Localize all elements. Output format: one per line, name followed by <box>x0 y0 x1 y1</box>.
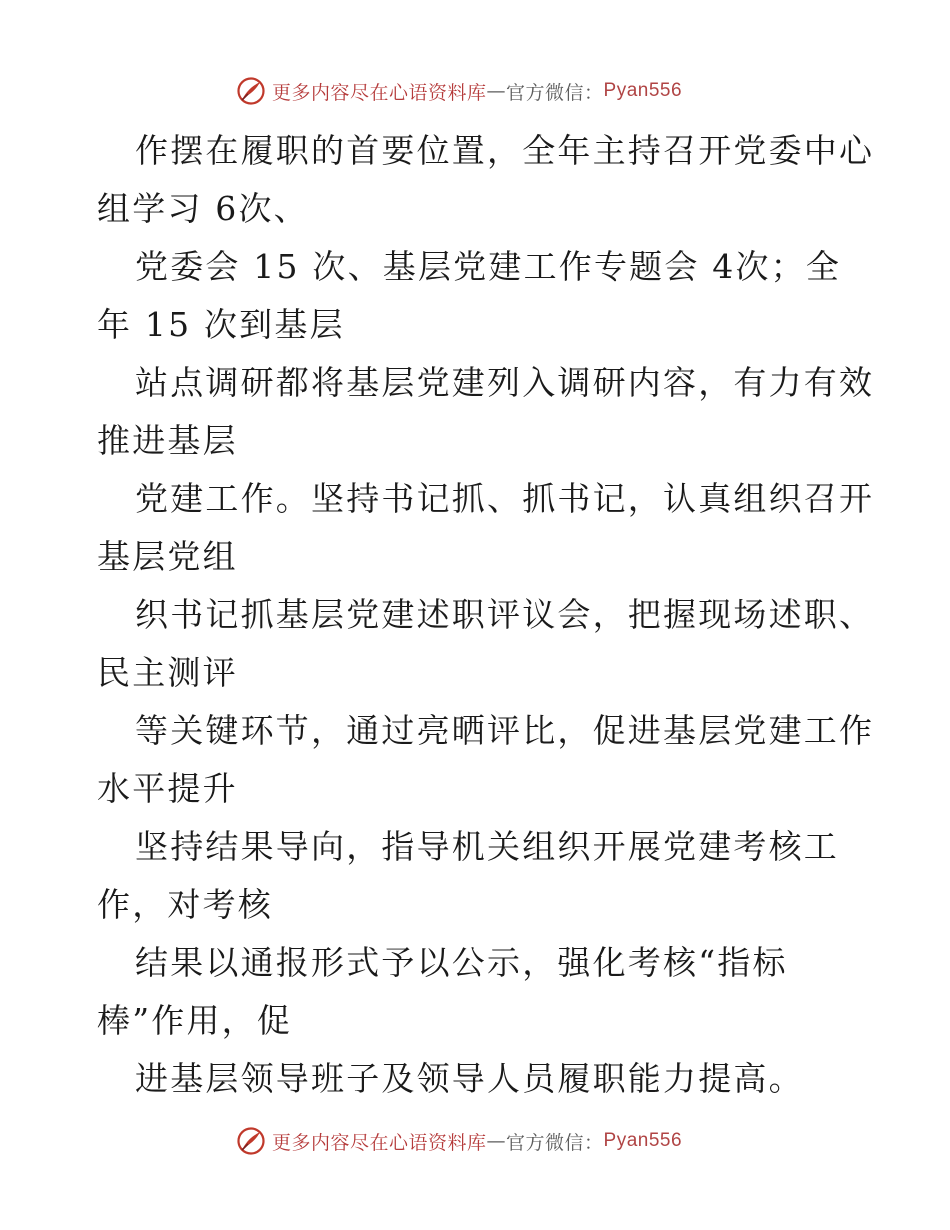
text-line: 年 15 次到基层 <box>97 305 345 344</box>
text-line: 水平提升 <box>97 769 238 808</box>
footer-watermark <box>236 1124 682 1158</box>
text-line: 等关键环节，通过亮晒评比，促进基层党建工作 <box>135 711 875 750</box>
banner-wechat-id: Pyan556 <box>603 1130 683 1151</box>
text-line: 推进基层 <box>97 421 238 460</box>
text-line: 组学习 6次、 <box>97 189 309 228</box>
text-line: 基层党组 <box>97 537 238 576</box>
text-line: 党委会 15 次、基层党建工作专题会 4次；全 <box>135 247 842 286</box>
text-line: 进基层领导班子及领导人员履职能力提高。 <box>135 1059 804 1098</box>
banner-main-text: 更多内容尽在心语资料库 <box>272 81 487 104</box>
banner-dash: — <box>486 80 507 102</box>
banner-wechat-label: 官方微信： <box>506 1131 604 1154</box>
text-line: 坚持结果导向，指导机关组织开展党建考核工 <box>135 827 839 866</box>
text-line: 站点调研都将基层党建列入调研内容，有力有效 <box>135 363 875 402</box>
banner-dash: — <box>486 1130 507 1152</box>
text-line: 作摆在履职的首要位置，全年主持召开党委中心 <box>135 131 875 170</box>
banner-wechat-label: 官方微信： <box>506 81 604 104</box>
header-watermark <box>236 74 682 108</box>
banner-main-text: 更多内容尽在心语资料库 <box>272 1131 487 1154</box>
text-line: 党建工作。坚持书记抓、抓书记，认真组织召开 <box>135 479 875 518</box>
body-text <box>97 122 875 1108</box>
quill-logo-icon <box>236 1126 266 1156</box>
quill-logo-icon <box>236 76 266 106</box>
text-line: 棒”作用，促 <box>97 1001 293 1040</box>
text-line: 织书记抓基层党建述职评议会，把握现场述职、 <box>135 595 875 634</box>
text-line: 结果以通报形式予以公示，强化考核“指标 <box>135 943 788 982</box>
text-line: 作，对考核 <box>97 885 273 924</box>
banner-wechat-id: Pyan556 <box>603 80 683 101</box>
text-line: 民主测评 <box>97 653 238 692</box>
